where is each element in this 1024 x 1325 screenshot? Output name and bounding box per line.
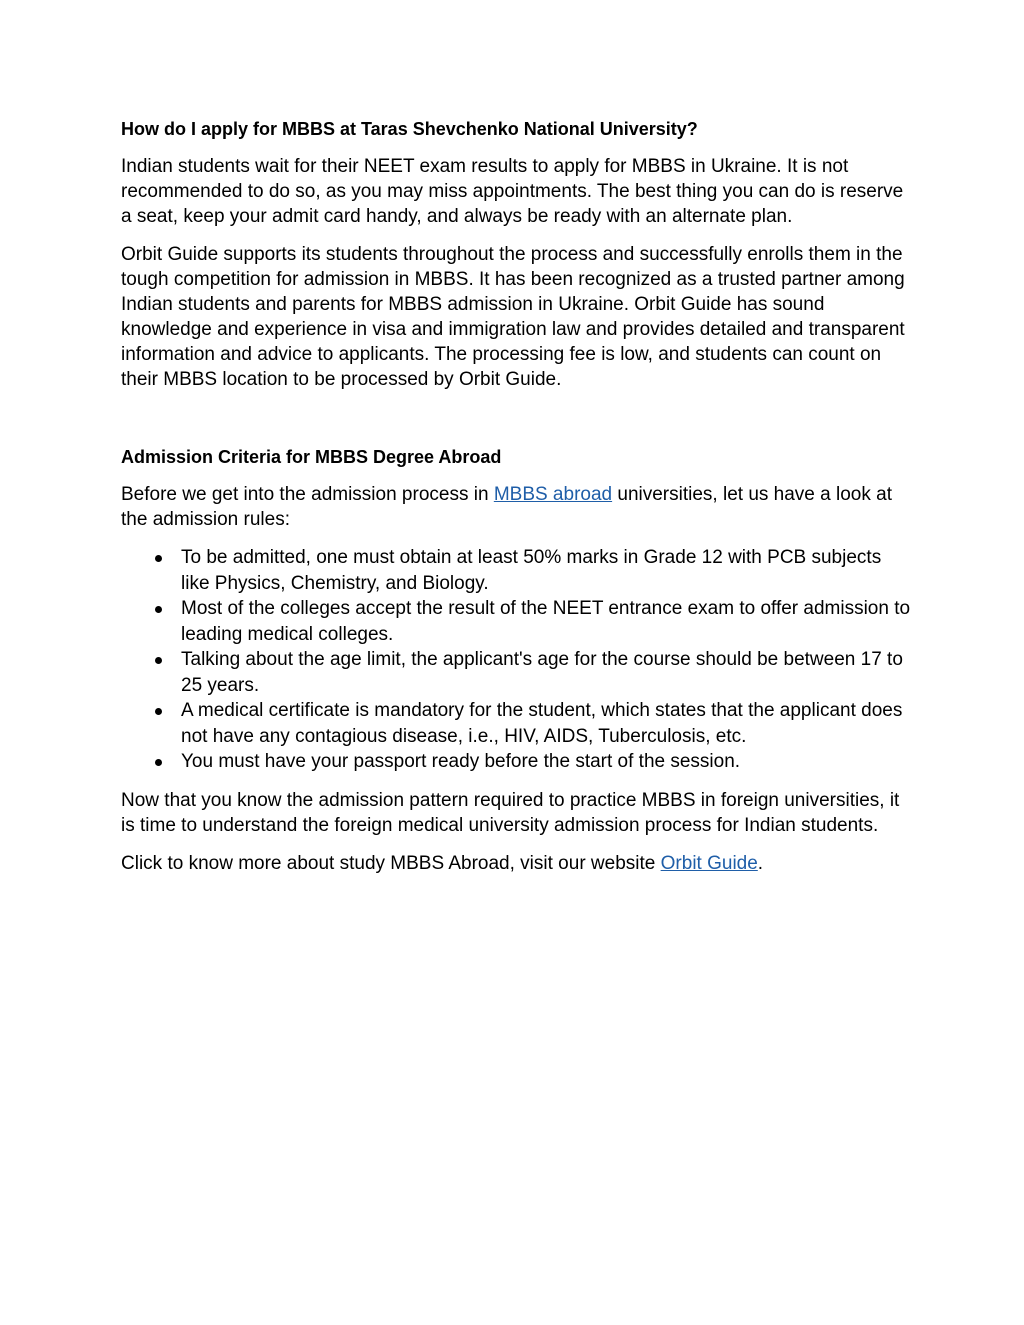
list-item xyxy=(121,545,911,596)
section-heading-admission-criteria: Admission Criteria for MBBS Degree Abroad xyxy=(121,447,502,467)
list-item-text: Most of the colleges accept the result of the NEET entrance exam to offer admission to leading medical colleges. xyxy=(181,598,911,645)
spacer xyxy=(121,405,911,445)
bullet-icon xyxy=(155,606,162,613)
paragraph-closing: Now that you know the admission pattern required to practice MBBS in foreign universities, it is time to understand the foreign medical university admission process for Indian students. xyxy=(121,789,900,836)
intro-text-after: universities, let us have a look at the admission rules: xyxy=(121,484,892,530)
list-item xyxy=(121,698,911,749)
cta-text-after: . xyxy=(757,852,764,874)
document-page xyxy=(121,117,911,889)
bullet-icon xyxy=(155,657,162,664)
list-item-text: You must have your passport ready before the start of the session. xyxy=(181,751,741,772)
admission-rules-list xyxy=(121,545,911,775)
paragraph-admission-intro xyxy=(121,482,911,532)
list-item xyxy=(121,596,911,647)
orbit-guide-link[interactable]: Orbit Guide xyxy=(660,852,758,874)
list-item xyxy=(121,647,911,698)
paragraph-call-to-action xyxy=(121,851,911,876)
list-item-text: Talking about the age limit, the applicant's age for the course should be between 17 to 25 years. xyxy=(181,649,903,696)
list-item-text: A medical certificate is mandatory for the student, which states that the applicant does not have any contagious disease, i.e., HIV, AIDS, Tuberculosis, etc. xyxy=(181,700,903,747)
cta-text-before: Click to know more about study MBBS Abroad, visit our website xyxy=(121,852,661,874)
list-item-text: To be admitted, one must obtain at least 50% marks in Grade 12 with PCB subjects like Physics, Chemistry, and Biology. xyxy=(181,547,882,594)
bullet-icon xyxy=(155,708,162,715)
bullet-icon xyxy=(155,759,162,766)
mbbs-abroad-link[interactable]: MBBS abroad xyxy=(493,484,613,505)
section-heading-apply: How do I apply for MBBS at Taras Shevchenko National University? xyxy=(121,119,698,139)
paragraph-neet-results: Indian students wait for their NEET exam results to apply for MBBS in Ukraine. It is not recommended to do so, as you may miss appointments. The best thing you can do is reserve a seat, keep your admit card handy, and always be ready with an alternate plan. xyxy=(121,156,904,227)
paragraph-orbit-guide-support: Orbit Guide supports its students throughout the process and successfully enrolls them in the tough competition for admission in MBBS. It has been recognized as a trusted partner among Indian students and parents for MBBS admission in Ukraine. Orbit Guide has sound knowledge and experience in visa and immigration law and provides detailed and transparent information and advice to applicants. The processing fee is low, and students can count on their MBBS location to be processed by Orbit Guide. xyxy=(121,244,905,390)
bullet-icon xyxy=(155,555,162,562)
list-item xyxy=(121,749,911,775)
intro-text-before: Before we get into the admission process in xyxy=(121,484,494,505)
